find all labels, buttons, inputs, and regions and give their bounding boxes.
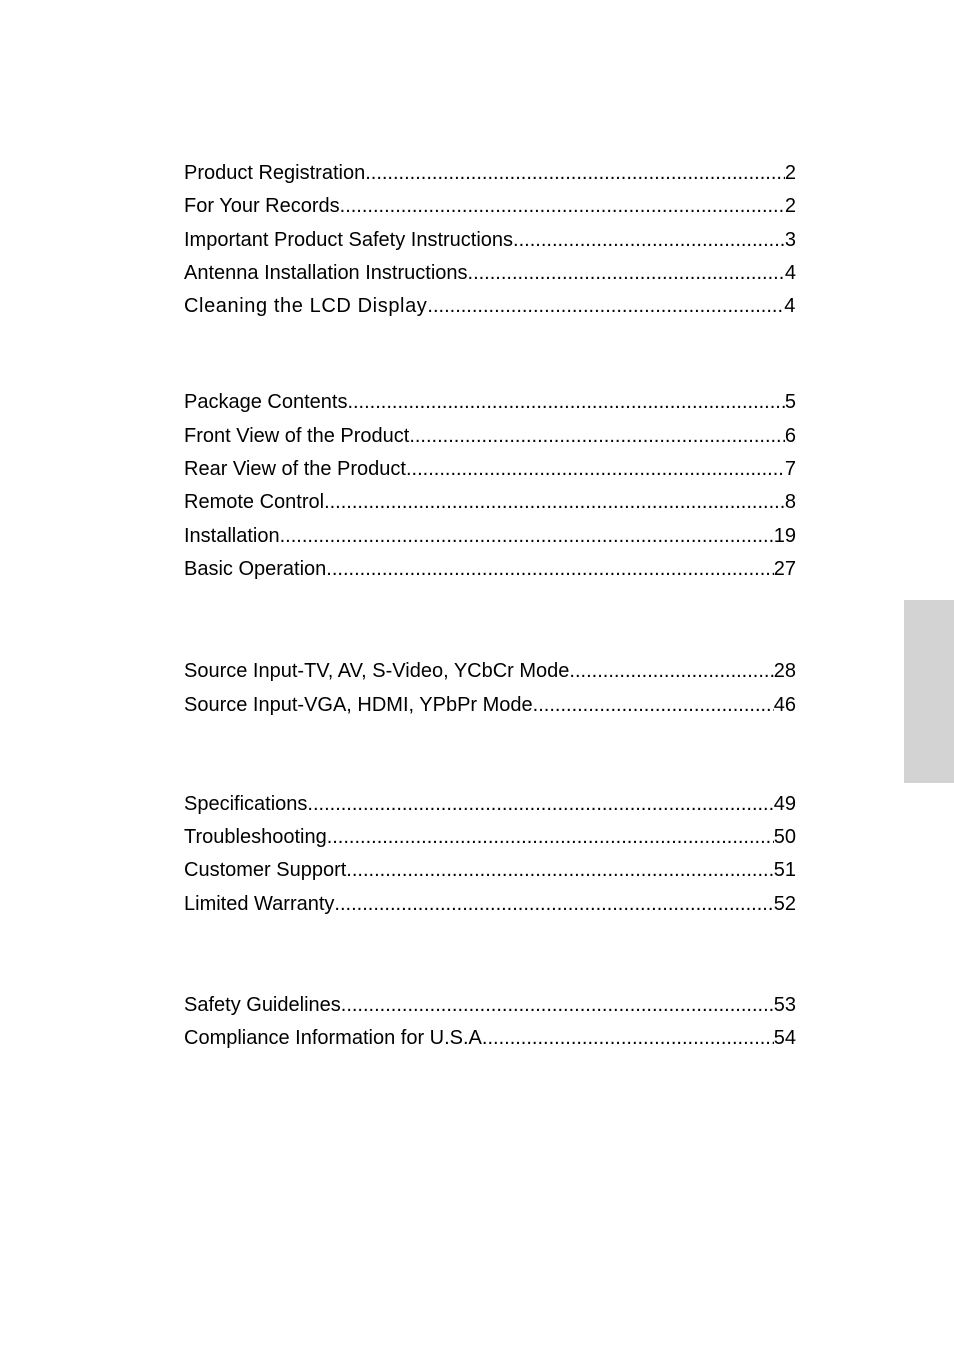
side-thumb-tab	[904, 600, 954, 783]
toc-entry[interactable]	[184, 290, 796, 323]
toc-entry-title: Specifications	[184, 792, 308, 815]
toc-entry-page: 6	[784, 424, 796, 447]
toc-entry-page: 54	[773, 1027, 796, 1050]
dot-leader	[406, 453, 785, 486]
toc-entry-title: Source Input-TV, AV, S-Video, YCbCr Mode	[184, 660, 570, 683]
toc-entry-title: Basic Operation	[184, 557, 327, 580]
dot-leader	[409, 420, 785, 453]
toc-entry-page: 2	[784, 195, 796, 218]
dot-leader	[280, 520, 774, 553]
toc-entry-page: 3	[784, 228, 796, 251]
toc-entry-page: 50	[773, 826, 796, 849]
toc-entry-page: 28	[773, 660, 796, 683]
toc-entry[interactable]	[184, 157, 796, 190]
dot-leader	[341, 989, 774, 1022]
toc-entry[interactable]	[184, 989, 796, 1022]
toc-entry-page: 2	[784, 162, 796, 184]
toc-entry[interactable]	[184, 854, 796, 887]
toc-entry[interactable]	[184, 888, 796, 921]
toc-entry[interactable]	[184, 553, 796, 586]
toc-section-getting-started	[184, 386, 796, 586]
toc-entry-title: Installation	[184, 524, 280, 547]
toc-entry[interactable]	[184, 257, 796, 290]
dot-leader	[533, 689, 774, 722]
dot-leader	[346, 854, 773, 887]
toc-entry-page: 51	[773, 859, 796, 882]
toc-entry[interactable]	[184, 386, 796, 419]
toc-entry[interactable]	[184, 520, 796, 553]
toc-entry[interactable]	[184, 420, 796, 453]
toc-entry[interactable]	[184, 190, 796, 223]
toc-entry[interactable]	[184, 1022, 796, 1055]
dot-leader	[307, 788, 773, 821]
dot-leader	[487, 1022, 773, 1055]
dot-leader	[569, 655, 773, 688]
toc-entry[interactable]	[184, 821, 796, 854]
toc-entry-title: Product Registration	[184, 162, 366, 184]
toc-entry[interactable]	[184, 788, 796, 821]
dot-leader	[468, 257, 785, 290]
toc-section-safety	[184, 157, 796, 323]
toc-entry-page: 49	[773, 792, 796, 815]
dot-leader	[347, 386, 784, 419]
toc-entry-page: 53	[773, 994, 796, 1017]
toc-entry-title: Compliance Information for U.S.A.	[184, 1027, 488, 1050]
toc-entry-page: 5	[784, 391, 796, 414]
toc-entry-title: For Your Records	[184, 195, 340, 218]
table-of-contents	[184, 157, 796, 1056]
toc-entry-title: Front View of the Product	[184, 424, 410, 447]
dot-leader	[327, 821, 774, 854]
toc-entry-page: 46	[773, 693, 796, 716]
toc-entry-page: 4	[784, 295, 796, 318]
toc-entry-title: Source Input-VGA, HDMI, YPbPr Mode	[184, 693, 533, 716]
toc-entry-page: 19	[773, 524, 796, 547]
toc-entry[interactable]	[184, 453, 796, 486]
dot-leader	[334, 888, 773, 921]
toc-entry-page: 52	[773, 892, 796, 915]
toc-entry-page: 27	[773, 557, 796, 580]
toc-section-compliance	[184, 989, 796, 1056]
toc-entry-title: Customer Support	[184, 859, 347, 882]
toc-entry-title: Important Product Safety Instructions	[184, 228, 514, 251]
dot-leader	[513, 224, 785, 257]
toc-entry-title: Safety Guidelines	[184, 994, 341, 1017]
toc-entry-page: 7	[784, 458, 796, 481]
toc-entry-title: Cleaning the LCD Display	[184, 295, 428, 318]
toc-entry-title: Limited Warranty	[184, 892, 335, 915]
toc-entry-page: 8	[784, 491, 796, 514]
toc-entry-title: Antenna Installation Instructions	[184, 261, 468, 284]
dot-leader	[365, 157, 785, 190]
toc-entry-title: Remote Control	[184, 491, 325, 514]
toc-entry[interactable]	[184, 689, 796, 722]
toc-entry[interactable]	[184, 486, 796, 519]
toc-entry-title: Rear View of the Product	[184, 458, 406, 481]
toc-section-reference	[184, 788, 796, 921]
toc-entry[interactable]	[184, 655, 796, 688]
toc-entry[interactable]	[184, 224, 796, 257]
toc-entry-title: Troubleshooting	[184, 826, 327, 849]
toc-entry-page: 4	[784, 261, 796, 284]
dot-leader	[427, 290, 784, 323]
dot-leader	[324, 486, 785, 519]
dot-leader	[340, 190, 785, 223]
toc-entry-title: Package Contents	[184, 391, 348, 414]
dot-leader	[326, 553, 773, 586]
toc-section-source-input	[184, 655, 796, 722]
